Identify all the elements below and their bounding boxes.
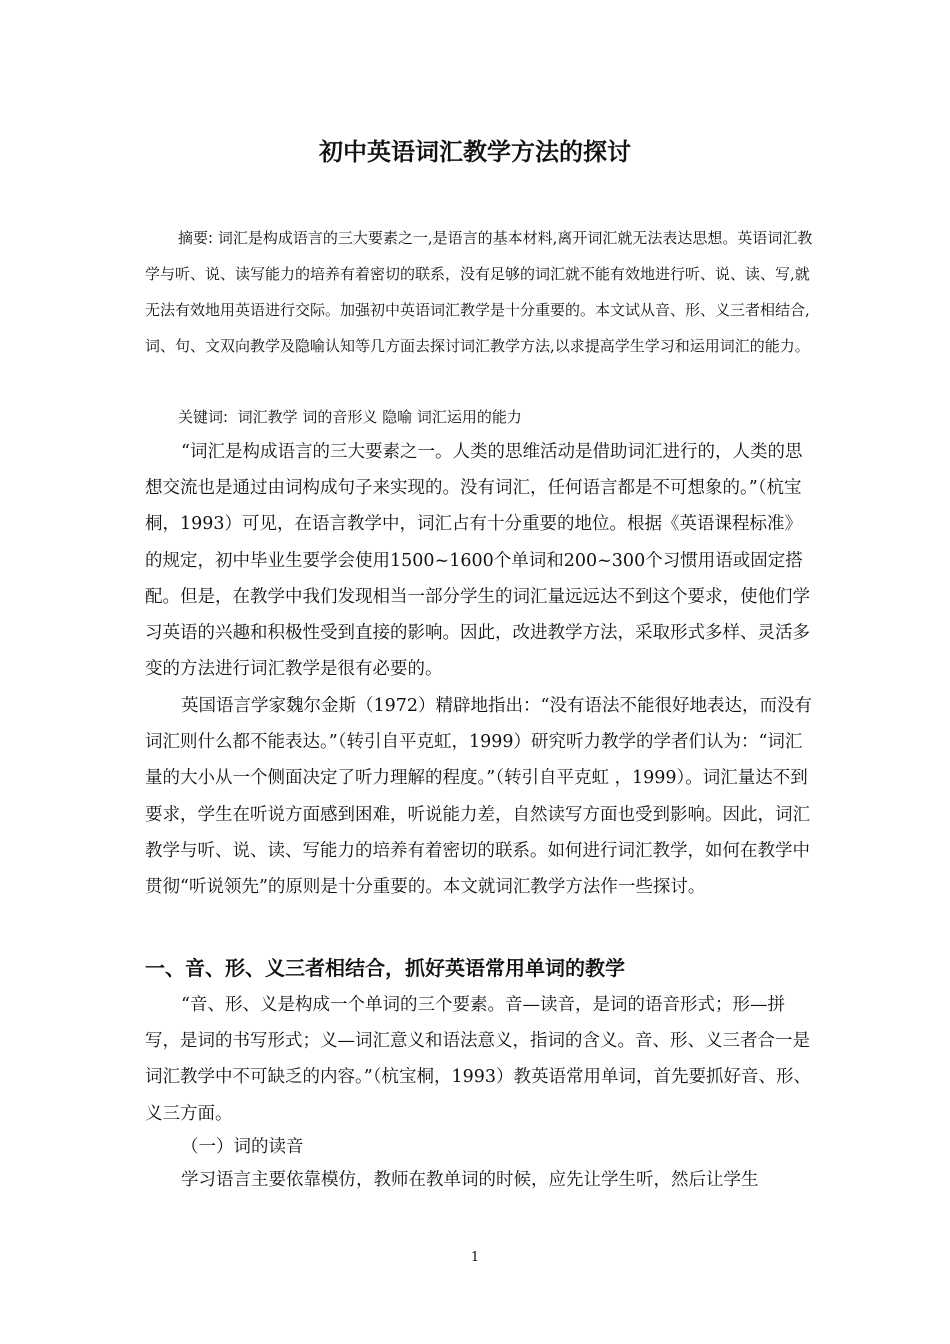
page-title: 初中英语词汇教学方法的探讨 (319, 138, 631, 166)
section-heading: 一、音、形、义三者相结合，抓好英语常用单词的教学 (145, 956, 625, 980)
body-paragraph-1 (145, 434, 813, 687)
paragraph-text: “音、形、义是构成一个单词的三个要素。音—读音，是词的语音形式；形—拼写，是词的书写形式；义—词汇意义和语法意义，指词的含义。音、形、义三者合一是词汇教学中不可缺乏的内容。”（杭宝桐，1993）教英语常用单词，首先要抓好音、形、义三方面。 (145, 995, 811, 1124)
body-paragraph-4 (145, 1162, 813, 1198)
paragraph-text: 英国语言学家魏尔金斯（1972）精辟地指出：“没有语法不能很好地表达，而没有词汇则什么都不能表达。”（转引自平克虹，1999）研究听力教学的学者们认为：“词汇量的大小从一个侧面决定了听力理解的程度。”（转引自平克虹 ，1999）。词汇量达不到要求，学生在听说方面感到困难，听说能力差，自然读写方面也受到影响。因此，词汇教学与听、说、读、写能力的培养有着密切的联系。如何进行词汇教学，如何在教学中贯彻“听说领先”的原则是十分重要的。本文就词汇教学方法作一些探讨。 (145, 696, 812, 898)
body-paragraph-3 (145, 987, 813, 1132)
keywords-label: 关键词: (178, 408, 229, 426)
body-paragraph-2 (145, 688, 813, 905)
subsection-heading: （一）词的读音 (181, 1137, 304, 1157)
abstract-text: 词汇是构成语言的三大要素之一,是语言的基本材料,离开词汇就无法表达思想。英语词汇教学与听、说、读写能力的培养有着密切的联系，没有足够的词汇就不能有效地进行听、说、读、写,就无法有效地用英语进行交际。加强初中英语词汇教学是十分重要的。本文试从音、形、义三者相结合,词、句、文双向教学及隐喻认知等几方面去探讨词汇教学方法,以求提高学生学习和运用词汇的能力。 (145, 229, 813, 355)
abstract-label: 摘要: (178, 229, 214, 247)
paragraph-text: 学习语言主要依靠模仿，教师在教单词的时候，应先让学生听，然后让学生 (181, 1170, 759, 1190)
keywords (178, 404, 522, 430)
paragraph-text: “词汇是构成语言的三大要素之一。人类的思维活动是借助词汇进行的，人类的思想交流也是通过由词构成句子来实现的。没有词汇，任何语言都是不可想象的。”（杭宝桐，1993）可见，在语言教学中，词汇占有十分重要的地位。根据《英语课程标准》的规定，初中毕业生要学会使用1500~1600个单词和200~300个习惯用语或固定搭配。但是，在教学中我们发现相当一部分学生的词汇量远远达不到这个要求，使他们学习英语的兴趣和积极性受到直接的影响。因此，改进教学方法，采取形式多样、灵活多变的方法进行词汇教学是很有必要的。 (145, 442, 810, 680)
page-number: 1 (470, 1250, 480, 1265)
abstract (145, 220, 813, 364)
keywords-text: 词汇教学 词的音形义 隐喻 词汇运用的能力 (237, 408, 522, 426)
